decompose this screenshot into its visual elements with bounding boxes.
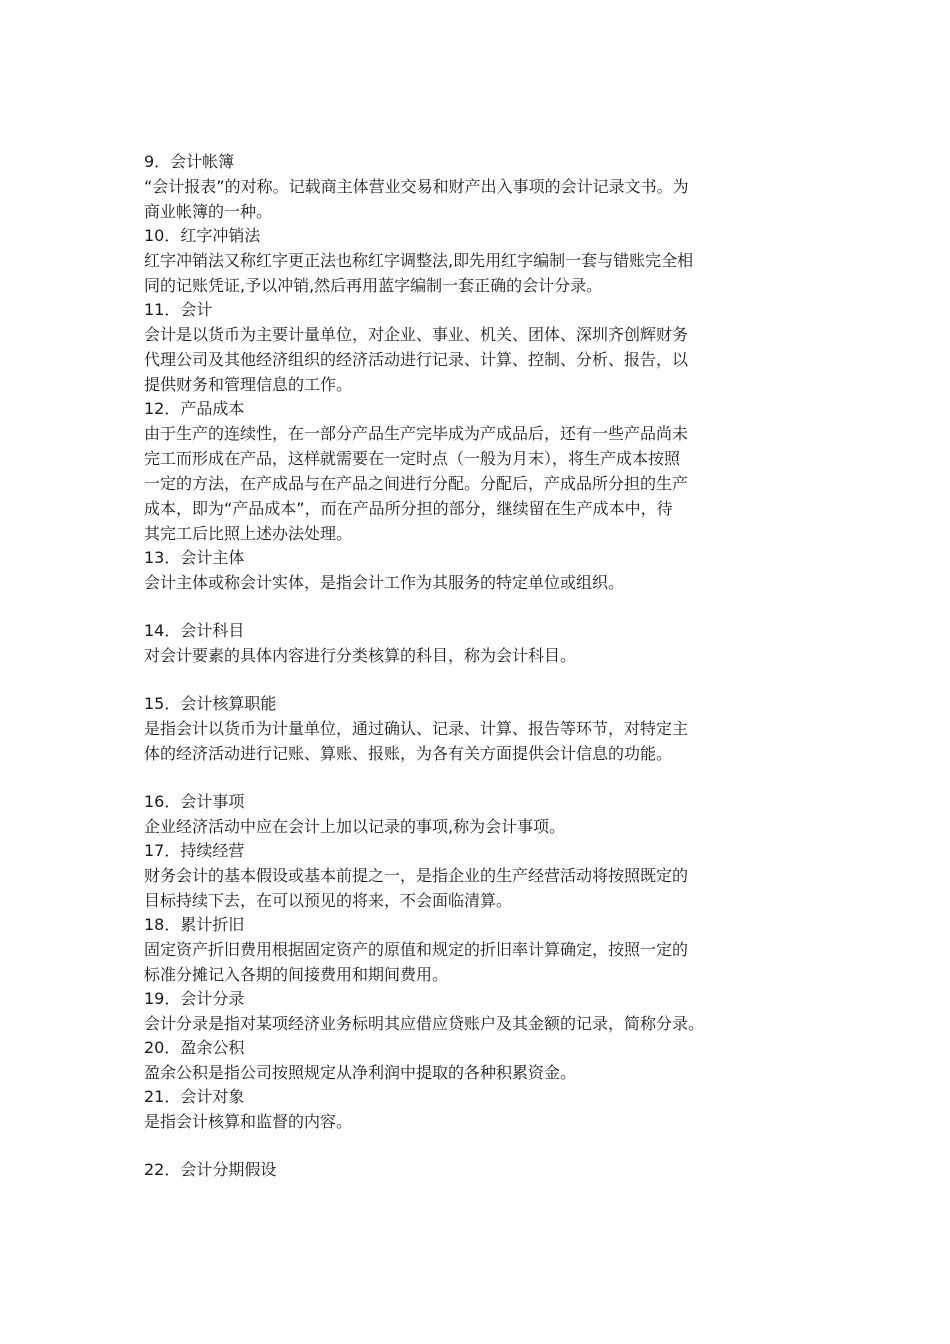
glossary-entry bbox=[144, 619, 812, 668]
entry-body-line: 是指会计以货币为计量单位，通过确认、记录、计算、报告等环节，对特定主 bbox=[144, 719, 689, 738]
glossary-entries bbox=[144, 150, 812, 1182]
glossary-entry bbox=[144, 1036, 812, 1085]
glossary-entry bbox=[144, 150, 812, 224]
entry-heading: 19．会计分录 bbox=[144, 989, 245, 1008]
entry-body-line: 代理公司及其他经济组织的经济活动进行记录、计算、控制、分析、报告，以 bbox=[144, 350, 689, 369]
glossary-entry bbox=[144, 987, 812, 1036]
entry-body-line: 固定资产折旧费用根据固定资产的原值和规定的折旧率计算确定，按照一定的 bbox=[144, 940, 689, 959]
entry-body-line: 会计是以货币为主要计量单位，对企业、事业、机关、团体、深圳齐创辉财务 bbox=[144, 325, 689, 344]
entry-body-line: 提供财务和管理信息的工作。 bbox=[144, 375, 353, 394]
entry-body-line: 是指会计核算和监督的内容。 bbox=[144, 1112, 353, 1131]
entry-body-line: 红字冲销法又称红字更正法也称红字调整法,即先用红字编制一套与错账完全相 bbox=[144, 251, 694, 270]
entry-heading: 18．累计折旧 bbox=[144, 915, 245, 934]
entry-heading: 14．会计科目 bbox=[144, 621, 245, 640]
glossary-entry bbox=[144, 913, 812, 987]
entry-heading: 11．会计 bbox=[144, 300, 213, 319]
entry-heading: 20．盈余公积 bbox=[144, 1038, 245, 1057]
entry-body-line: 一定的方法，在产成品与在产品之间进行分配。分配后，产成品所分担的生产 bbox=[144, 474, 689, 493]
entry-body-line: 其完工后比照上述办法处理。 bbox=[144, 524, 353, 543]
document-page bbox=[144, 150, 812, 1182]
entry-body-line: 同的记账凭证,予以冲销,然后再用蓝字编制一套正确的会计分录。 bbox=[144, 276, 603, 295]
glossary-entry bbox=[144, 397, 812, 546]
entry-heading: 16．会计事项 bbox=[144, 792, 245, 811]
glossary-entry bbox=[144, 839, 812, 913]
glossary-entry bbox=[144, 224, 812, 298]
entry-heading: 13．会计主体 bbox=[144, 548, 245, 567]
entry-heading: 10．红字冲销法 bbox=[144, 226, 261, 245]
entry-body-line: 对会计要素的具体内容进行分类核算的科目，称为会计科目。 bbox=[144, 646, 577, 665]
entry-body-line: 财务会计的基本假设或基本前提之一，是指企业的生产经营活动将按照既定的 bbox=[144, 866, 689, 885]
glossary-entry bbox=[144, 546, 812, 595]
entry-body-line: 会计分录是指对某项经济业务标明其应借应贷账户及其金额的记录，简称分录。 bbox=[144, 1014, 705, 1033]
glossary-entry bbox=[144, 298, 812, 397]
entry-body-line: 体的经济活动进行记账、算账、报账，为各有关方面提供会计信息的功能。 bbox=[144, 744, 673, 763]
glossary-entry bbox=[144, 790, 812, 839]
entry-heading: 17．持续经营 bbox=[144, 841, 245, 860]
entry-body-line: 成本，即为“产品成本”，而在产品所分担的部分，继续留在生产成本中，待 bbox=[144, 499, 673, 518]
entry-heading: 12．产品成本 bbox=[144, 399, 245, 418]
glossary-entry bbox=[144, 1085, 812, 1134]
entry-body-line: 完工而形成在产品，这样就需要在一定时点（一般为月末），将生产成本按照 bbox=[144, 449, 681, 468]
entry-heading: 9．会计帐簿 bbox=[144, 152, 235, 171]
entry-body-line: 会计主体或称会计实体，是指会计工作为其服务的特定单位或组织。 bbox=[144, 573, 625, 592]
entry-body-line: 盈余公积是指公司按照规定从净利润中提取的各种积累资金。 bbox=[144, 1063, 577, 1082]
entry-body-line: 由于生产的连续性，在一部分产品生产完毕成为产成品后，还有一些产品尚未 bbox=[144, 424, 689, 443]
entry-body-line: 企业经济活动中应在会计上加以记录的事项,称为会计事项。 bbox=[144, 817, 566, 836]
entry-body-line: “会计报表”的对称。记载商主体营业交易和财产出入事项的会计记录文书。为 bbox=[144, 177, 689, 196]
glossary-entry bbox=[144, 1158, 812, 1182]
entry-body-line: 标准分摊记入各期的间接费用和期间费用。 bbox=[144, 965, 449, 984]
entry-heading: 22．会计分期假设 bbox=[144, 1160, 277, 1179]
entry-heading: 21．会计对象 bbox=[144, 1087, 245, 1106]
entry-heading: 15．会计核算职能 bbox=[144, 694, 277, 713]
entry-body-line: 目标持续下去，在可以预见的将来，不会面临清算。 bbox=[144, 891, 513, 910]
entry-body-line: 商业帐簿的一种。 bbox=[144, 202, 273, 221]
glossary-entry bbox=[144, 692, 812, 766]
